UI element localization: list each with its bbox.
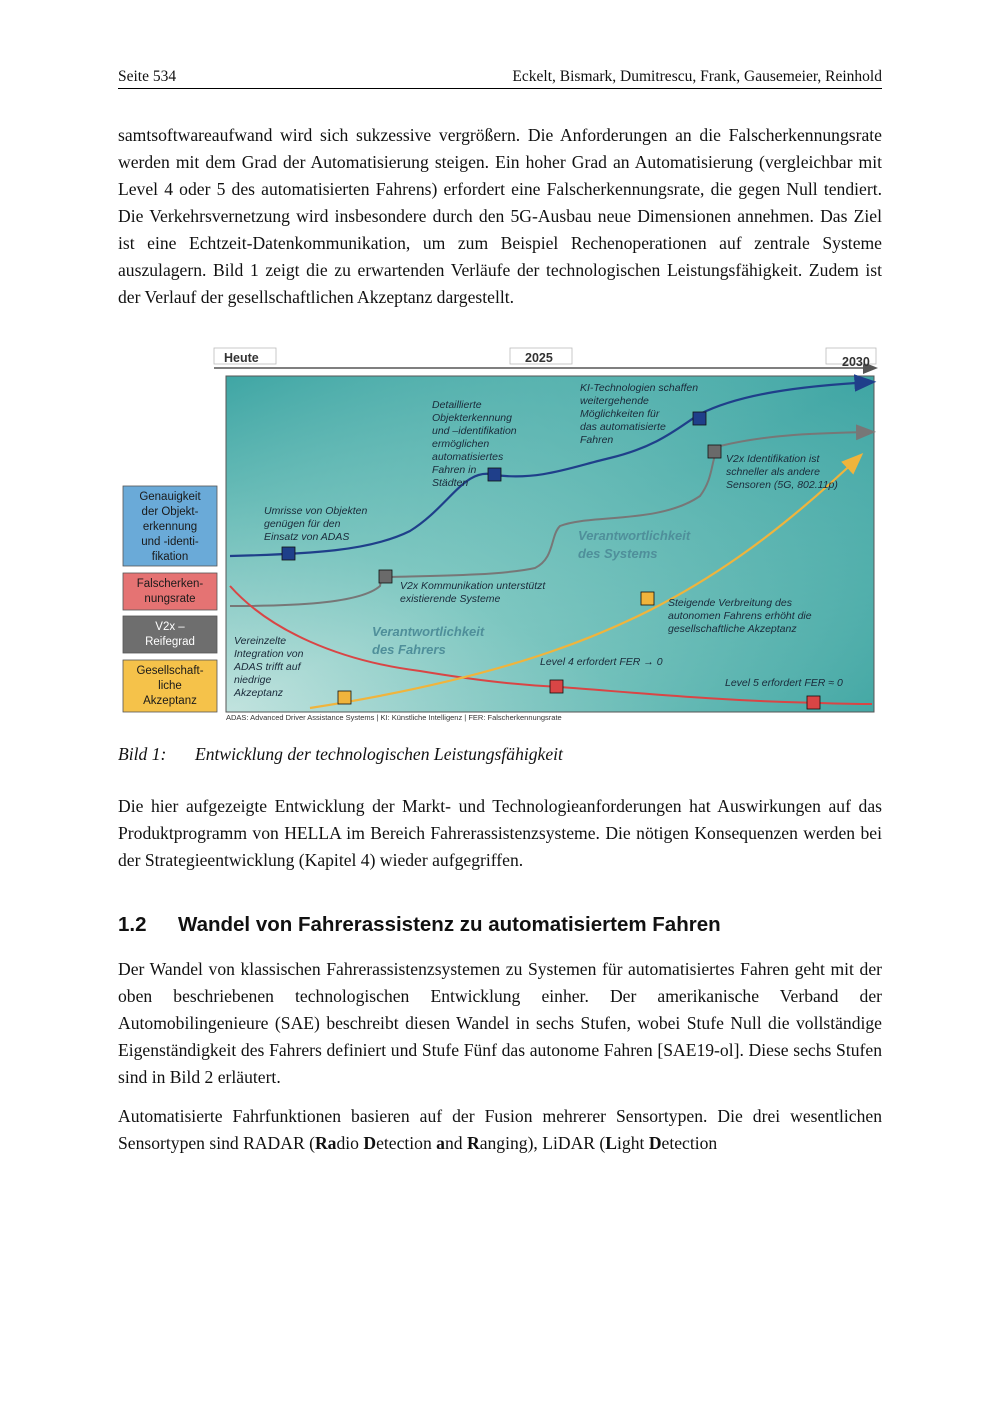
- section-title: Wandel von Fahrerassistenz zu automatisiertem Fahren: [178, 913, 721, 936]
- p4-text-etection2: etection: [661, 1133, 718, 1153]
- annotation-vereinzelte-3: ADAS trifft auf: [234, 661, 301, 673]
- legend-genauigkeit-line-3: erkennung: [142, 521, 198, 533]
- p4-text-ight: ight: [617, 1133, 649, 1153]
- annotation-steigende-3: gesellschaftliche Akzeptanz: [668, 623, 797, 635]
- marker-akzeptanz-1: [641, 592, 654, 605]
- legend-genauigkeit-line-2: der Objekt-: [141, 506, 199, 518]
- annotation-v2x-ident-3: Sensoren (5G, 802.11p): [726, 479, 838, 491]
- p4-bold-l: L: [605, 1133, 618, 1153]
- legend-genauigkeit-line-5: fikation: [151, 551, 189, 563]
- caption-text: Entwicklung der technologischen Leistungsfähigkeit: [195, 744, 563, 764]
- legend-genauigkeit-line-4: und -identi-: [141, 536, 199, 548]
- legend-akzeptanz-line-1: Gesellschaft-: [136, 665, 204, 677]
- marker-genauigkeit-2: [488, 468, 501, 481]
- p4-bold-d2: D: [648, 1133, 662, 1153]
- technology-chart: [120, 346, 880, 726]
- legend-akzeptanz-line-3: Akzeptanz: [143, 695, 197, 707]
- figure-caption: [118, 744, 563, 765]
- timeline-label-heute: Heute: [224, 351, 259, 365]
- page-header: [118, 66, 882, 89]
- p4-text-dio: dio: [336, 1133, 364, 1153]
- marker-fer-2: [807, 696, 820, 709]
- annotation-detailliert-1: Detaillierte: [432, 399, 482, 411]
- marker-fer-1: [550, 680, 563, 693]
- annotation-level4: Level 4 erfordert FER → 0: [540, 656, 663, 668]
- label-verantwortung-fahrer-2: des Fahrers: [372, 642, 446, 657]
- annotation-ki-2: weitergehende: [580, 395, 649, 407]
- label-verantwortung-fahrer-1: Verantwortlichkeit: [372, 624, 485, 639]
- timeline-label-2030: 2030: [842, 355, 870, 369]
- annotation-detailliert-4: ermöglichen: [432, 438, 490, 450]
- annotation-umrisse-2: genügen für den: [264, 518, 341, 530]
- annotation-v2x-ident-2: schneller als andere: [726, 466, 820, 478]
- legend-genauigkeit-line-1: Genauigkeit: [139, 491, 201, 503]
- chart-footnote: ADAS: Advanced Driver Assistance Systems | KI: Künstliche Intelligenz | FER: Falscherkennungsrate: [226, 713, 562, 722]
- section-number: 1.2: [118, 913, 147, 936]
- legend-falscherkennung-line-2: nungsrate: [144, 593, 196, 605]
- section-heading: [118, 913, 721, 937]
- annotation-vereinzelte-1: Vereinzelte: [234, 635, 287, 647]
- annotation-umrisse-1: Umrisse von Objekten: [264, 505, 368, 517]
- timeline-label-2025: 2025: [525, 351, 553, 365]
- p4-bold-a: a: [436, 1133, 445, 1153]
- page-number: Seite 534: [118, 68, 177, 85]
- figure-1: [120, 346, 880, 726]
- annotation-umrisse-3: Einsatz von ADAS: [264, 531, 350, 543]
- paragraph-1: samtsoftwareaufwand wird sich sukzessive vergrößern. Die Anforderungen an die Falscherkennungsrate werden mit dem Grad der Automatisierung steigen. Ein hoher Grad an Automatisierung (vergleichbar mit Level 4 oder 5 des automatisierten Fahrens) erfordert eine Falscherkennungsrate, die gegen Null tendiert. Die Verkehrsvernetzung wird insbesondere durch den 5G-Ausbau neue Dimensionen annehmen. Das Ziel ist eine Echtzeit-Datenkommunikation, um zum Beispiel Rechenoperationen auf zentrale Systeme auszulagern. Bild 1 zeigt die zu erwartenden Verläufe der technologischen Leistungsfähigkeit. Zudem ist der Verlauf der gesellschaftlichen Akzeptanz dargestellt.: [118, 125, 882, 307]
- annotation-v2x-ident-1: V2x Identifikation ist: [726, 453, 820, 465]
- header-authors: Eckelt, Bismark, Dumitrescu, Frank, Gausemeier, Reinhold: [512, 68, 882, 85]
- annotation-ki-1: KI-Technologien schaffen: [580, 382, 699, 394]
- paragraph-4: [118, 1103, 882, 1157]
- annotation-ki-3: Möglichkeiten für: [580, 408, 660, 420]
- p4-bold-r: R: [466, 1133, 480, 1153]
- label-verantwortung-system-1: Verantwortlichkeit: [578, 528, 691, 543]
- annotation-ki-5: Fahren: [580, 434, 614, 446]
- paragraph-3: Der Wandel von klassischen Fahrerassistenzsystemen zu Systemen für automatisiertes Fahren geht mit der oben beschriebenen technologischen Entwicklung einher. Der amerikanische Verband der Automobilingenieure (SAE) beschreibt diesen Wandel in sechs Stufen, wobei Stufe Null die vollständige Eigenständigkeit des Fahrers definiert und Stufe Fünf das autonome Fahren [SAE19-ol]. Diese sechs Stufen sind in Bild 2 erläutert.: [118, 959, 882, 1087]
- legend-v2x-line-2: Reifegrad: [145, 636, 195, 648]
- p4-text-nd: nd: [444, 1133, 467, 1153]
- annotation-steigende-2: autonomen Fahrens erhöht die: [668, 610, 812, 622]
- label-verantwortung-system-2: des Systems: [578, 546, 658, 561]
- marker-genauigkeit-3: [693, 412, 706, 425]
- annotation-v2x-komm-2: existierende Systeme: [400, 593, 501, 605]
- p4-text-etection: etection: [376, 1133, 437, 1153]
- paragraph-2: Die hier aufgezeigte Entwicklung der Markt- und Technologieanforderungen hat Auswirkungen auf das Produktprogramm von HELLA im Bereich Fahrerassistenzsysteme. Die nötigen Konsequenzen werden bei der Strategieentwicklung (Kapitel 4) wieder aufgegriffen.: [118, 796, 882, 870]
- p4-bold-d: D: [363, 1133, 377, 1153]
- annotation-detailliert-7: Städten: [432, 477, 469, 489]
- legend-falscherkennung-line-1: Falscherken-: [136, 578, 204, 590]
- annotation-vereinzelte-5: Akzeptanz: [234, 687, 284, 699]
- annotation-v2x-komm-1: V2x Kommunikation unterstützt: [400, 580, 546, 592]
- annotation-vereinzelte-2: Integration von: [234, 648, 304, 660]
- caption-number: Bild 1:: [118, 744, 167, 764]
- legend-akzeptanz-line-2: liche: [158, 680, 182, 692]
- marker-v2x-1: [379, 570, 392, 583]
- marker-genauigkeit-1: [282, 547, 295, 560]
- legend-v2x-line-1: V2x –: [155, 621, 185, 633]
- annotation-vereinzelte-4: niedrige: [234, 674, 272, 686]
- annotation-detailliert-6: Fahren in: [432, 464, 477, 476]
- annotation-detailliert-5: automatisiertes: [432, 451, 504, 463]
- annotation-level5: Level 5 erfordert FER ≈ 0: [725, 677, 843, 689]
- p4-text-anging: anging), LiDAR (: [479, 1133, 606, 1153]
- p4-text-a: Automatisierte Fahrfunktionen basieren auf der Fusion mehrerer Sensortypen. Die drei wesentlichen Sensortypen sind RADAR (: [118, 1106, 882, 1153]
- annotation-detailliert-2: Objekterkennung: [432, 412, 512, 424]
- annotation-ki-4: das automatisierte: [580, 421, 666, 433]
- annotation-steigende-1: Steigende Verbreitung des: [668, 597, 792, 609]
- marker-akzeptanz-2: [338, 691, 351, 704]
- p4-bold-ra: Ra: [314, 1133, 337, 1153]
- marker-v2x-2: [708, 445, 721, 458]
- annotation-detailliert-3: und –identifikation: [432, 425, 517, 437]
